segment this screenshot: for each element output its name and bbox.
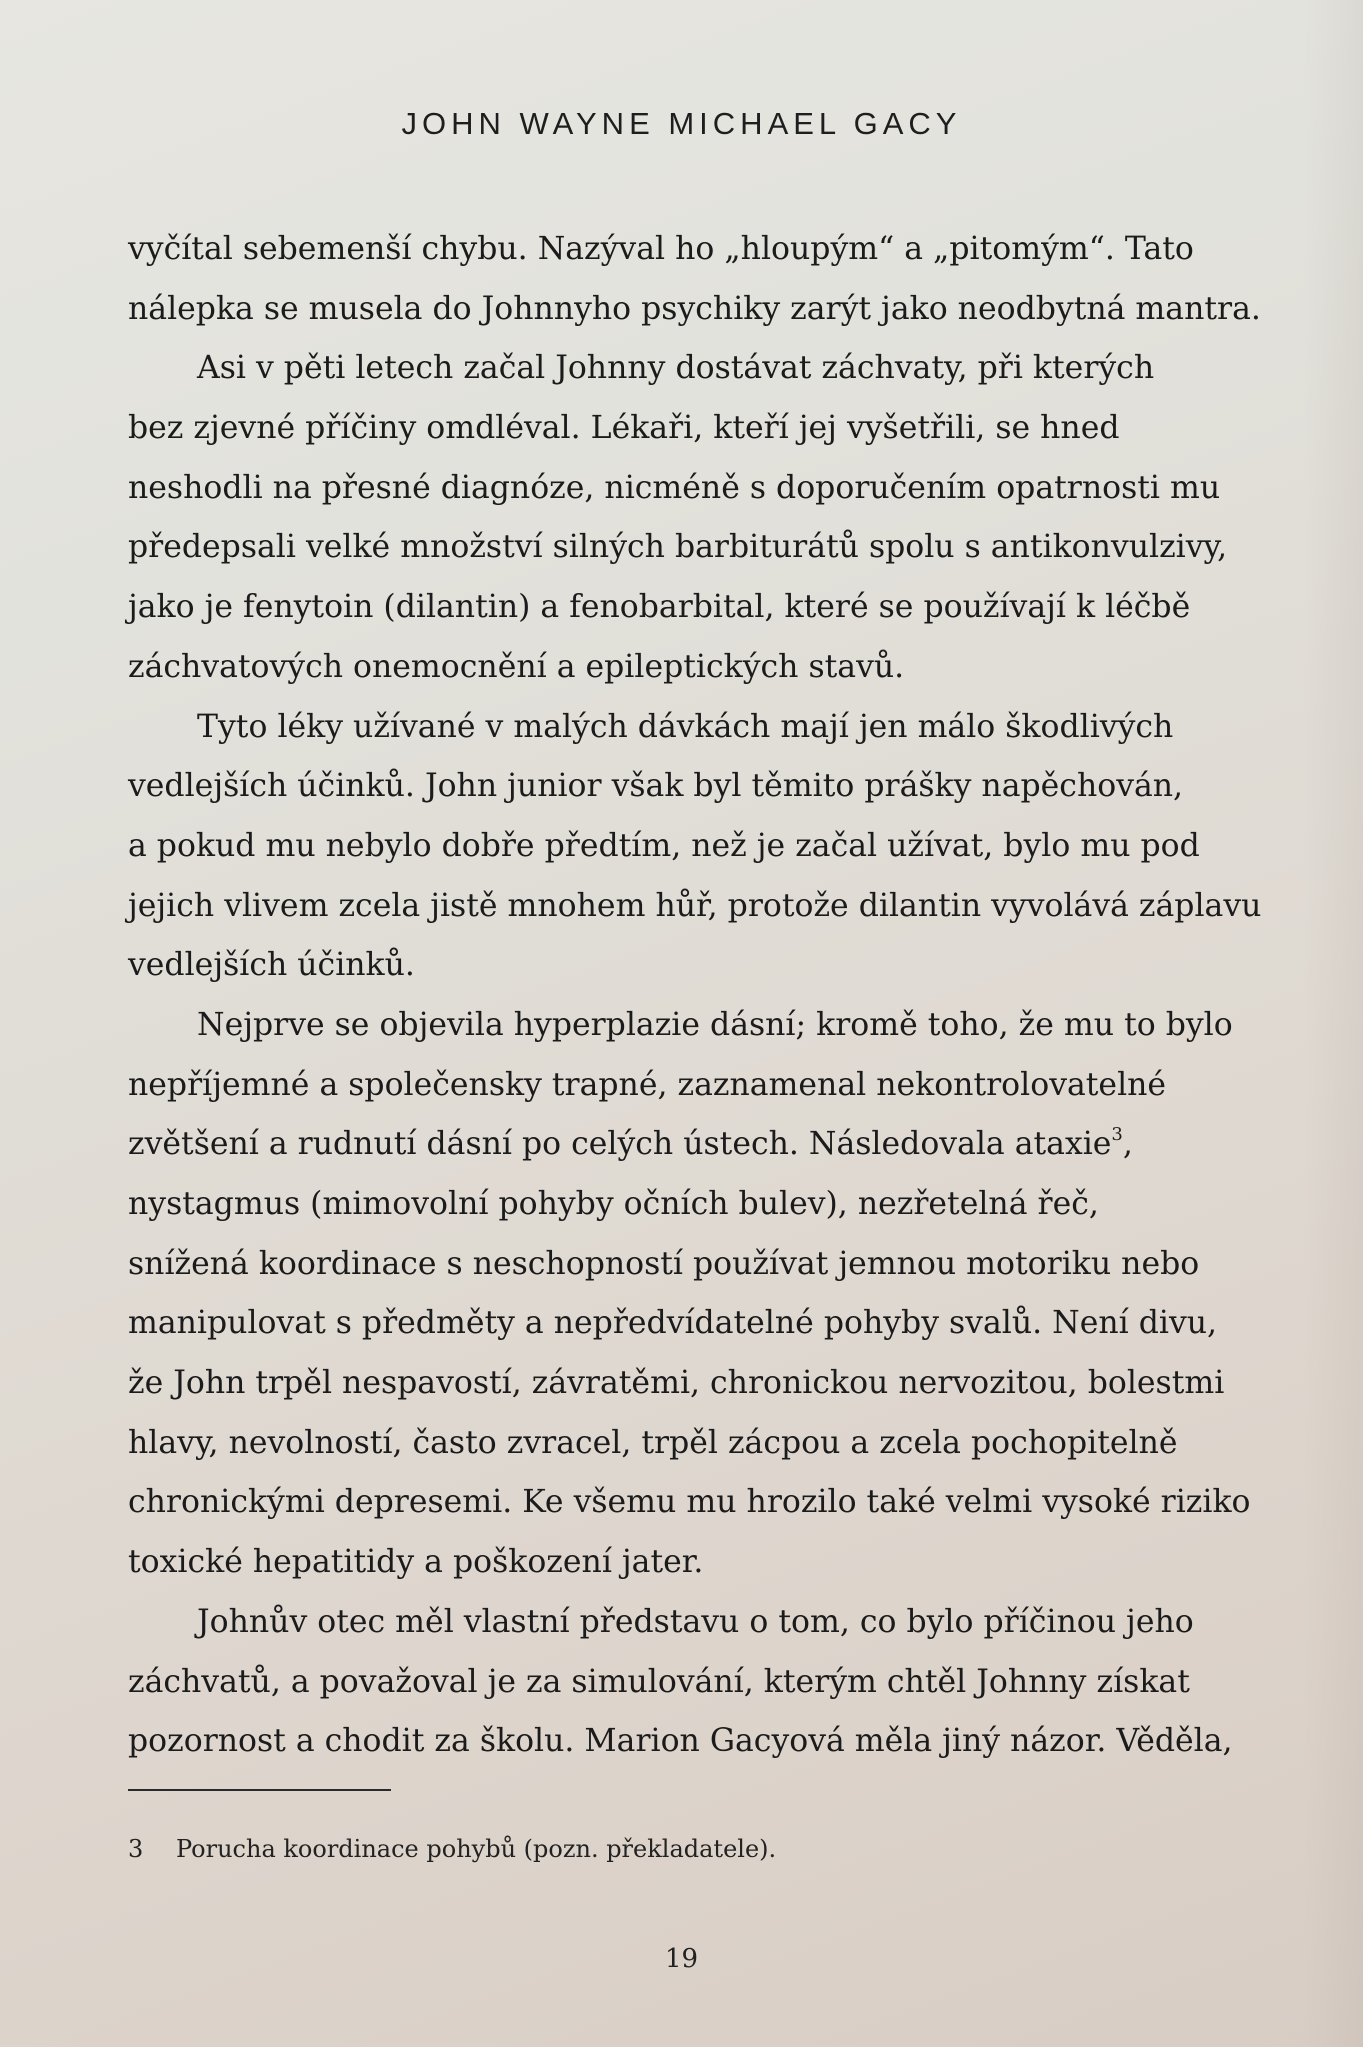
body-line: toxické hepatitidy a poškození jater. [128,1544,704,1581]
paragraph-start-line: Nejprve se objevila hyperplazie dásní; kromě toho, že mu to bylo [197,1006,1233,1043]
paragraph-start-line: Tyto léky užívané v malých dávkách mají jen málo škodlivých [197,708,1174,745]
body-line: záchvatových onemocnění a epileptických stavů. [128,648,905,685]
running-head: JOHN WAYNE MICHAEL GACY [401,106,962,141]
body-line: nystagmus (mimovolní pohyby očních bulev), nezřetelná řeč, [128,1186,1099,1222]
body-line: manipulovat s předměty a nepředvídatelné pohyby svalů. Není divu, [128,1305,1218,1342]
body-line: snížená koordinace s neschopností používat jemnou motoriku nebo [128,1245,1200,1282]
body-line: a pokud mu nebylo dobře předtím, než je začal užívat, bylo mu pod [128,827,1200,864]
page-edge-shadow [1303,0,1363,2047]
body-line: jejich vlivem zcela jistě mnohem hůř, protože dilantin vyvolává záplavu [128,887,1262,924]
paragraph-start-line: Asi v pěti letech začal Johnny dostávat záchvaty, při kterých [197,350,1155,387]
body-line: že John trpěl nespavostí, závratěmi, chronickou nervozitou, bolestmi [128,1365,1225,1402]
footnote-reference[interactable]: 3 [1111,1124,1123,1146]
body-line: jako je fenytoin (dilantin) a fenobarbital, které se používají k léčbě [128,589,1191,626]
body-line: vedlejších účinků. John junior však byl těmito prášky napěchován, [128,768,1184,805]
body-line: chronickými depresemi. Ke všemu mu hrozilo také velmi vysoké riziko [128,1484,1251,1521]
body-line: bez zjevné příčiny omdléval. Lékaři, kteří jej vyšetřili, se hned [128,410,1120,447]
body-line: vedlejších účinků. [128,947,415,984]
footnote-separator [128,1789,391,1791]
body-text [128,220,1262,1772]
footnote [128,1835,776,1863]
body-line-text: zvětšení a rudnutí dásní po celých ústech. Následovala ataxie [128,1126,1112,1163]
body-line: záchvatů, a považoval je za simulování, kterým chtěl Johnny získat [128,1663,1190,1700]
page-number: 19 [664,1944,699,1974]
body-line-text-tail: , [1122,1126,1133,1163]
body-line: neshodli na přesné diagnóze, nicméně s doporučením opatrnosti mu [128,469,1221,506]
body-line-with-footnote [128,1115,1248,1175]
body-line: hlavy, nevolností, často zvracel, trpěl zácpou a zcela pochopitelně [128,1424,1178,1461]
body-line: vyčítal sebemenší chybu. Nazýval ho „hloupým“ a „pitomým“. Tato [128,231,1194,267]
body-line: nepříjemné a společensky trapné, zaznamenal nekontrolovatelné [128,1066,1167,1103]
body-line: pozornost a chodit za školu. Marion Gacyová měla jiný názor. Věděla, [128,1723,1233,1760]
footnote-number: 3 [128,1835,144,1863]
paragraph-start-line: Johnův otec měl vlastní představu o tom, co bylo příčinou jeho [197,1603,1194,1640]
body-line: nálepka se musela do Johnnyho psychiky zarýt jako neodbytná mantra. [128,290,1261,327]
body-line: předepsali velké množství silných barbiturátů spolu s antikonvulzivy, [128,529,1228,566]
footnote-text: Porucha koordinace pohybů (pozn. překladatele). [176,1835,777,1863]
